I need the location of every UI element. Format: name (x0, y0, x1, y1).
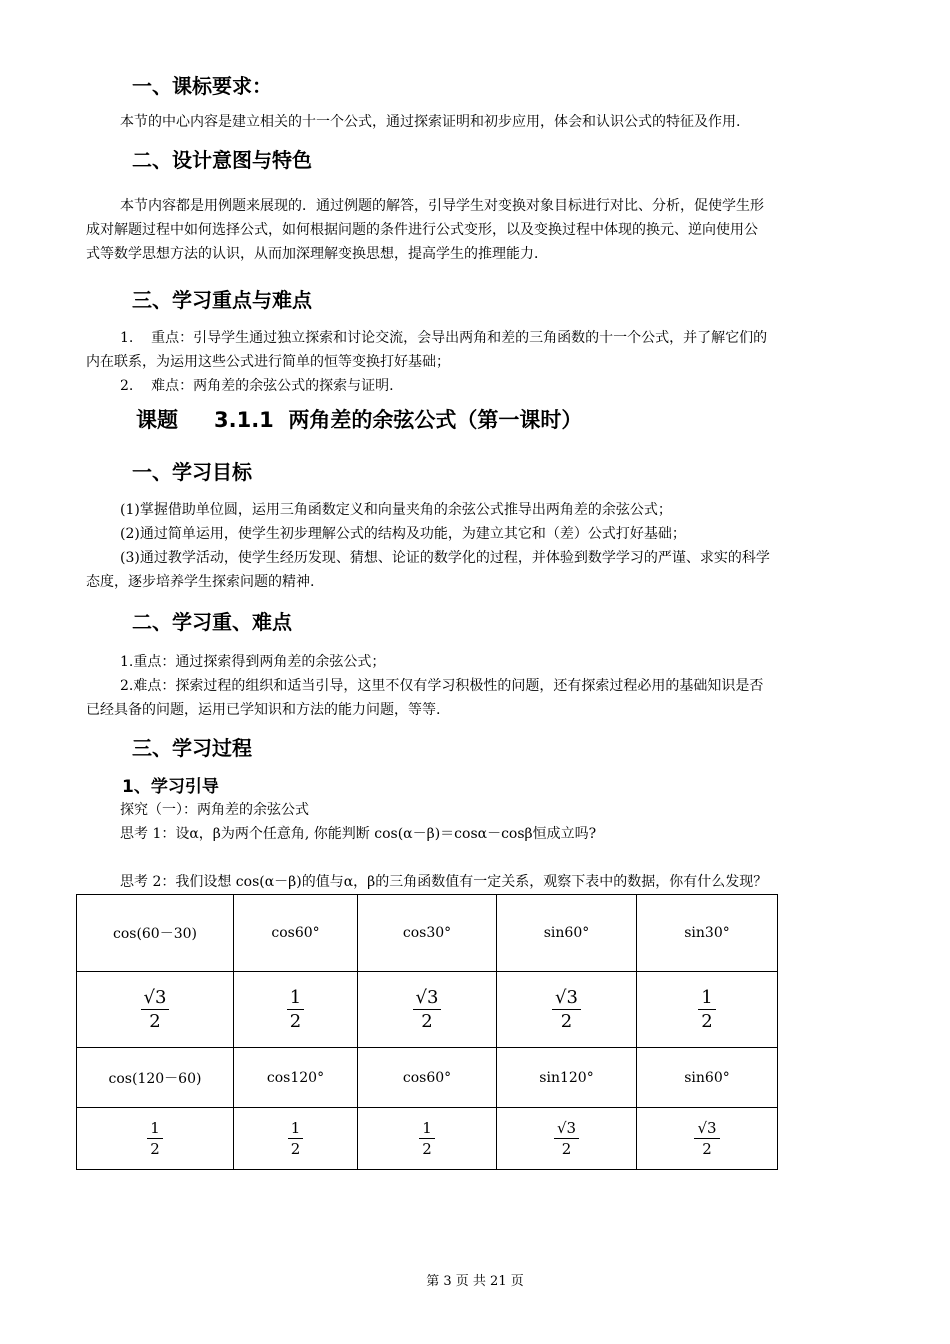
section-title-goals: 一、学习目标 (132, 460, 252, 484)
goal-3-line1: (3)通过教学活动，使学生经历发现、猜想、论证的数学化的过程，并体验到数学学习的严谨、求实的科学 (120, 550, 770, 566)
table-cell: cos(120－60) (77, 1048, 234, 1108)
fraction-numerator: 1 (422, 1118, 432, 1137)
lesson-title (136, 404, 582, 434)
design-text-line3: 式等数学思想方法的认识，从而加深理解变换思想，提高学生的推理能力． (86, 246, 548, 262)
design-text-line2: 成对解题过程中如何选择公式，如何根据问题的条件进行公式变形，以及变换过程中体现的换元、逆向使用公 (86, 222, 758, 238)
table-row (77, 972, 778, 1048)
lesson-name: 两角差的余弦公式（第一课时） (288, 408, 583, 432)
section-title-standards: 一、课标要求： (132, 74, 272, 98)
fraction (141, 986, 170, 1032)
fraction-numerator: √3 (556, 1118, 577, 1137)
fraction (552, 986, 581, 1032)
fraction (694, 1118, 719, 1158)
fraction (288, 1118, 304, 1158)
key-point-1: 1.重点：通过探索得到两角差的余弦公式； (120, 654, 386, 670)
table-cell (358, 972, 497, 1048)
fraction-numerator: √3 (555, 986, 578, 1008)
key-point-2-line2: 已经具备的问题，运用已学知识和方法的能力问题，等等. (86, 702, 441, 718)
fraction (419, 1118, 435, 1158)
keypoint-1 (120, 326, 932, 350)
fraction-denominator: 2 (421, 1010, 433, 1032)
section-title-process: 三、学习过程 (132, 736, 252, 760)
table-cell (358, 1108, 497, 1170)
lesson-number: 3.1.1 (214, 408, 274, 432)
table-cell: sin60° (497, 895, 637, 972)
fraction-numerator: 1 (150, 1118, 160, 1137)
fraction (287, 986, 304, 1032)
subsection-title-guide: 1、学习引导 (122, 777, 219, 797)
table-cell: sin120° (497, 1048, 637, 1108)
table-cell (497, 972, 637, 1048)
values-table (76, 894, 778, 1170)
section-title-keypoints: 三、学习重点与难点 (132, 288, 312, 312)
section-title-design: 二、设计意图与特色 (132, 148, 312, 172)
fraction-denominator: 2 (422, 1139, 432, 1158)
goal-1: (1)掌握借助单位圆，运用三角函数定义和向量夹角的余弦公式推导出两角差的余弦公式； (120, 502, 672, 518)
fraction-denominator: 2 (289, 1010, 302, 1032)
fraction-numerator: 1 (701, 986, 713, 1008)
keypoint-1-text: 重点：引导学生通过独立探索和讨论交流，会导出两角和差的三角函数的十一个公式，并了解它们的 (151, 330, 768, 346)
fraction-numerator: √3 (143, 986, 167, 1008)
table-row (77, 895, 778, 972)
table-cell: sin60° (637, 1048, 778, 1108)
table-cell: cos(60－30) (77, 895, 234, 972)
fraction-denominator: 2 (561, 1139, 572, 1158)
goal-2: (2)通过简单运用，使学生初步理解公式的结构及功能，为建立其它和（差）公式打好基础； (120, 526, 686, 542)
fraction (698, 986, 715, 1032)
keypoint-1-number: 1. (120, 330, 134, 346)
think-1: 思考 1：设α，β为两个任意角, 你能判断 cos(α－β)＝cosα－cosβ恒成立吗? (120, 826, 597, 842)
table-cell: sin30° (637, 895, 778, 972)
table-cell (497, 1108, 637, 1170)
table-cell (637, 972, 778, 1048)
fraction-denominator: 2 (149, 1010, 161, 1032)
goal-3-line2: 态度，逐步培养学生探索问题的精神. (86, 574, 315, 590)
fraction-numerator: √3 (415, 986, 439, 1008)
keypoint-1-line2: 内在联系，为运用这些公式进行简单的恒等变换打好基础； (86, 354, 450, 370)
fraction-denominator: 2 (702, 1139, 712, 1158)
fraction (554, 1118, 579, 1158)
design-text-line1: 本节内容都是用例题来展现的．通过例题的解答，引导学生对变换对象目标进行对比、分析，促使学生形 (120, 198, 764, 214)
page-footer: 第 3 页 共 21 页 (426, 1274, 524, 1289)
standards-text: 本节的中心内容是建立相关的十一个公式，通过探索证明和初步应用，体会和认识公式的特征及作用. (120, 114, 741, 130)
fraction-numerator: 1 (290, 1118, 301, 1137)
table-cell (234, 972, 358, 1048)
table-cell (77, 972, 234, 1048)
table-cell: cos60° (234, 895, 358, 972)
fraction-denominator: 2 (150, 1139, 160, 1158)
keypoint-2-number: 2. (120, 378, 134, 394)
table-row (77, 1108, 778, 1170)
fraction-denominator: 2 (701, 1010, 713, 1032)
key-point-2-line1: 2.难点：探索过程的组织和适当引导，这里不仅有学习积极性的问题，还有探索过程必用的基础知识是否 (120, 678, 764, 694)
fraction-denominator: 2 (560, 1010, 573, 1032)
fraction (413, 986, 442, 1032)
explore-heading: 探究（一）：两角差的余弦公式 (120, 802, 309, 818)
fraction-numerator: 1 (289, 986, 302, 1008)
keypoint-2-text: 难点：两角差的余弦公式的探索与证明. (151, 378, 394, 394)
fraction-denominator: 2 (290, 1139, 301, 1158)
table-cell (637, 1108, 778, 1170)
fraction (147, 1118, 163, 1158)
table-cell (234, 1108, 358, 1170)
keypoint-2 (120, 374, 932, 398)
think-2: 思考 2：我们设想 cos(α－β)的值与α，β的三角函数值有一定关系，观察下表中的数据，你有什么发现？ (120, 874, 768, 890)
lesson-label: 课题 (136, 408, 178, 432)
table-row (77, 1048, 778, 1108)
table-cell: cos120° (234, 1048, 358, 1108)
table-cell: cos30° (358, 895, 497, 972)
fraction-numerator: √3 (697, 1118, 717, 1137)
section-title-key-difficult: 二、学习重、难点 (132, 610, 292, 634)
table-cell (77, 1108, 234, 1170)
table-cell: cos60° (358, 1048, 497, 1108)
